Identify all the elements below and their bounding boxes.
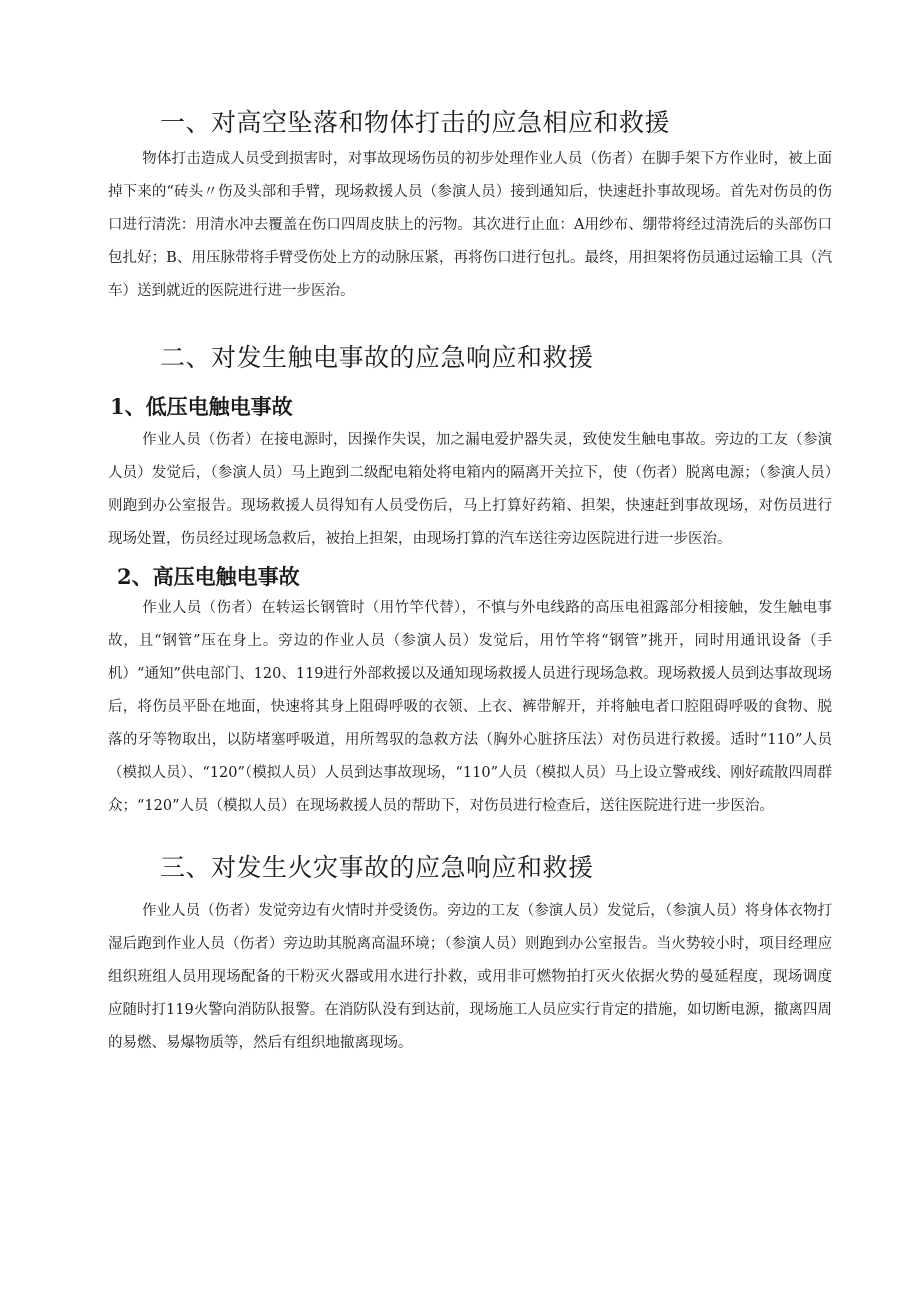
- subsection-2-1-paragraph: [108, 424, 832, 556]
- section-2-heading: 二、对发生触电事故的应急响应和救援: [160, 343, 594, 372]
- section-1-paragraph: [108, 143, 832, 308]
- subsection-2-2-paragraph: [108, 592, 832, 823]
- section-3-paragraph: [108, 895, 832, 1060]
- section-1-paragraph-text: 物体打击造成人员受到损害时，对事故现场伤员的初步处理作业人员（伤者）在脚手架下方作业时，被上面掉下来的“砖头〃伤及头部和手臂，现场救援人员（参演人员）接到通知后，快速赶扑事故现场。首先对伤员的伤口进行清洗：用清水冲去覆盖在伤口四周皮肤上的污物。其次进行止血：A用纱布、绷带将经过清洗后的头部伤口包扎好；B、用压脉带将手臂受伤处上方的动脉压紧，再将伤口进行包扎。最终，用担架将伤员通过运输工具（汽车）送到就近的医院进行进一步医治。: [108, 151, 832, 299]
- section-1-heading: 一、对高空坠落和物体打击的应急相应和救援: [160, 108, 671, 137]
- subsection-2-2-paragraph-text: 作业人员（伤者）在转运长钢管时（用竹竿代替），不慎与外电线路的高压电祖露部分相接触，发生触电事故，且“钢管”压在身上。旁边的作业人员（参演人员）发觉后，用竹竿将“钢管”挑开，同时用通讯设备（手机）“通知”供电部门、120、119进行外部救援以及通知现场救援人员进行现场急救。现场救援人员到达事故现场后，将伤员平卧在地面，快速将其身上阻碍呼吸的衣领、上衣、裤带解开，并将触电者口腔阻碍呼吸的食物、脱落的牙等物取出，以防堵塞呼吸道，用所驾驭的急救方法（胸外心脏挤压法）对伤员进行救援。适时“110”人员（模拟人员）、“120”（模拟人员）人员到达事故现场，“110”人员（模拟人员）马上设立警戒线、刚好疏散四周群众；“120”人员（模拟人员）在现场救援人员的帮助下，对伤员进行检查后，送往医院进行进一步医治。: [108, 600, 832, 814]
- section-3-heading: 三、对发生火灾事故的应急响应和救援: [160, 853, 594, 882]
- subsection-2-1-paragraph-text: 作业人员（伤者）在接电源时，因操作失误，加之漏电爱护器失灵，致使发生触电事故。旁边的工友（参演人员）发觉后，（参演人员）马上跑到二级配电箱处将电箱内的隔离开关拉下，使（伤者）脱离电源；（参演人员）则跑到办公室报告。现场救援人员得知有人员受伤后，马上打算好药箱、担架，快速赶到事故现场，对伤员进行现场处置，伤员经过现场急救后，被抬上担架，由现场打算的汽车送往旁边医院进行进一步医治。: [108, 432, 832, 547]
- subsection-2-1-heading: 1、低压电触电事故: [110, 394, 293, 419]
- section-3-paragraph-text: 作业人员（伤者）发觉旁边有火情时并受烫伤。旁边的工友（参演人员）发觉后，（参演人员）将身体衣物打湿后跑到作业人员（伤者）旁边助其脱离高温环境；（参演人员）则跑到办公室报告。当火势较小时，项目经理应组织班组人员用现场配备的干粉灭火器或用水进行扑救，或用非可燃物拍打灭火依据火势的曼延程度，现场调度应随时打119火警向消防队报警。在消防队没有到达前，现场施工人员应实行肯定的措施，如切断电源，撤离四周的易燃、易爆物质等，然后有组织地撤离现场。: [108, 903, 832, 1051]
- subsection-2-2-heading: 2、高压电触电事故: [117, 564, 300, 589]
